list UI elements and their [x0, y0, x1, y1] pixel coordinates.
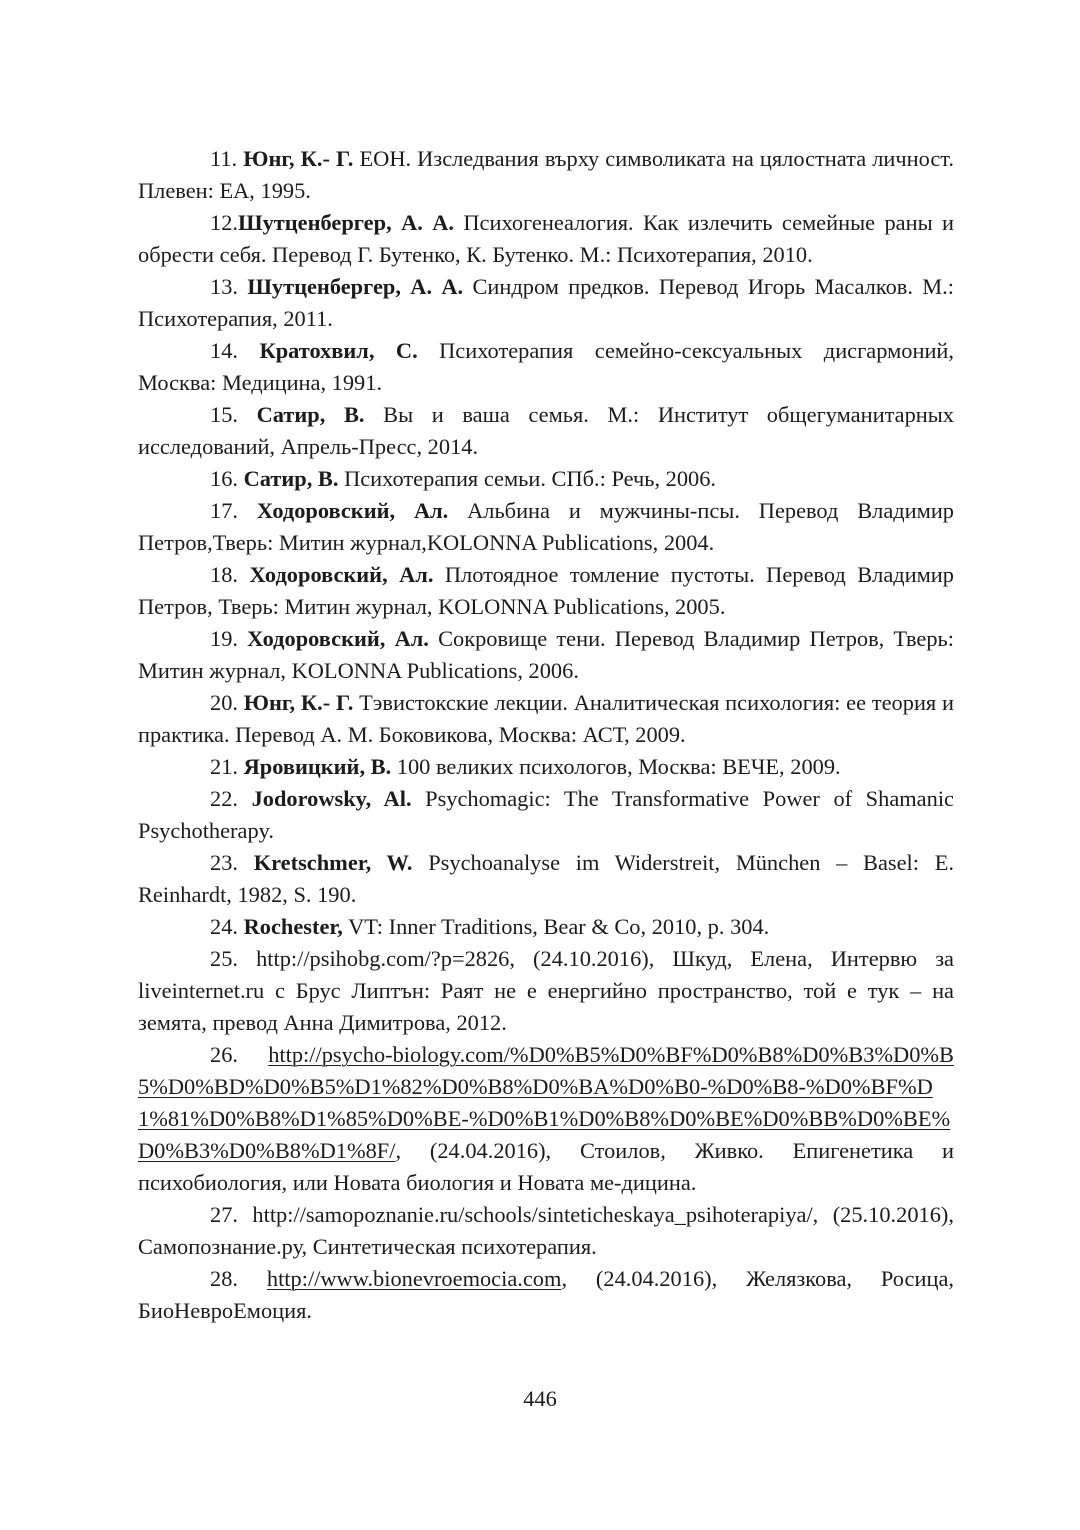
page-number: 446 [523, 1386, 557, 1411]
reference-text: Плотоядное томление пустоты. Перевод Владимир Петров, Тверь: Митин журнал, KOLONNA Publications, 2005. [138, 562, 954, 619]
reference-author: Ходоровский, Ал. [256, 498, 449, 523]
reference-text: Вы и ваша семья. М.: Институт общегуманитарных исследований, Апрель-Пресс, 2014. [138, 402, 954, 459]
reference-number: 16. [210, 466, 244, 491]
reference-20 [138, 687, 954, 751]
reference-author: Юнг, К.- Г. [243, 146, 354, 171]
reference-number: 28. [210, 1266, 267, 1291]
reference-11 [138, 143, 954, 207]
reference-list [138, 143, 954, 1327]
reference-author: Jodorowsky, Al. [251, 786, 412, 811]
reference-text: Сокровище тени. Перевод Владимир Петров, Тверь: Митин журнал, KOLONNA Publications, 2006. [138, 626, 954, 683]
reference-number: 25. [210, 946, 257, 971]
reference-number: 22. [210, 786, 252, 811]
reference-text: http://psihobg.com/?p=2826, (24.10.2016), Шкуд, Елена, Интервю за liveinternet.ru с Брус Липтън: Раят не е енергийно пространство, той е тук – на земята, превод Анна Димитрова, 2012. [138, 946, 954, 1035]
reference-number: 14. [210, 338, 260, 363]
reference-26 [138, 1039, 954, 1199]
reference-author: Шутценбергер, А. А. [247, 274, 464, 299]
reference-text: Психогенеалогия. Как излечить семейные раны и обрести себя. Перевод Г. Бутенко, К. Бутенко. М.: Психотерапия, 2010. [138, 210, 954, 267]
reference-text: Психотерапия семьи. СПб.: Речь, 2006. [338, 466, 717, 491]
reference-author: Сатир, В. [256, 402, 365, 427]
reference-number: 27. [210, 1202, 253, 1227]
reference-author: Сатир, В. [243, 466, 339, 491]
reference-author: Кратохвил, С. [259, 338, 418, 363]
reference-23 [138, 847, 954, 911]
reference-text: Psychomagic: The Transformative Power of Shamanic Psychotherapy. [138, 786, 954, 843]
reference-text: Психотерапия семейно-сексуальных дисгармоний, Москва: Медицина, 1991. [138, 338, 955, 395]
reference-16 [138, 463, 954, 495]
reference-17 [138, 495, 954, 559]
reference-text: , (24.04.2016), Стоилов, Живко. Епигенетика и психобиология, или Новата биология и Новата ме-дицина. [138, 1138, 954, 1195]
reference-14 [138, 335, 954, 399]
reference-number: 18. [210, 562, 250, 587]
reference-number: 12. [210, 210, 238, 235]
reference-author: Ходоровский, Ал. [249, 562, 434, 587]
reference-number: 11. [210, 146, 244, 171]
reference-19 [138, 623, 954, 687]
reference-27 [138, 1199, 954, 1263]
reference-text: Альбина и мужчины-псы. Перевод Владимир Петров,Тверь: Митин журнал,KOLONNA Publications, 2004. [138, 498, 954, 555]
reference-number: 20. [210, 690, 244, 715]
reference-18 [138, 559, 954, 623]
reference-link[interactable]: http://psycho-biology.com/%D0%B5%D0%BF%D0%B8%D0%B3%D0%B5%D0%BD%D0%B5%D1%82%D0%B8%D0%BA%D0%B0-%D0%B8-%D0%BF%D1%81%D0%B8%D1%85%D0%BE-%D0%B1%D0%B8%D0%BE%D0%BB%D0%BE%D0%B3%D0%B8%D1%8F/ [138, 1042, 954, 1163]
reference-number: 17. [210, 498, 257, 523]
reference-author: Шутценбергер, А. А. [238, 210, 454, 235]
reference-text: VT: Inner Traditions, Bear & Co, 2010, p. 304. [342, 914, 770, 939]
reference-22 [138, 783, 954, 847]
reference-author: Яровицкий, В. [243, 754, 392, 779]
reference-link[interactable]: http://www.bionevroemocia.com [266, 1266, 562, 1291]
reference-text: http://samopoznanie.ru/schools/sinteticheskaya_psihoterapiya/, (25.10.2016), Самопознание.ру, Синтетическая психотерапия. [138, 1202, 954, 1259]
reference-number: 19. [210, 626, 248, 651]
reference-text: Psychoanalyse im Widerstreit, München – Basel: E. Reinhardt, 1982, S. 190. [138, 850, 954, 907]
reference-author: Kretschmer, W. [253, 850, 413, 875]
reference-24 [138, 911, 954, 943]
reference-21 [138, 751, 954, 783]
reference-12 [138, 207, 954, 271]
reference-number: 15. [210, 402, 257, 427]
reference-number: 26. [210, 1042, 269, 1067]
reference-25 [138, 943, 954, 1039]
reference-text: , (24.04.2016), Желязкова, Росица, БиоНевроЕмоция. [138, 1266, 954, 1323]
reference-text: Синдром предков. Перевод Игорь Масалков. М.: Психотерапия, 2011. [138, 274, 954, 331]
reference-15 [138, 399, 954, 463]
reference-number: 23. [210, 850, 254, 875]
reference-number: 21. [210, 754, 244, 779]
reference-text: ЕОН. Изследвания върху символиката на цялостната личност. Плевен: ЕА, 1995. [138, 146, 955, 203]
reference-author: Ходоровский, Ал. [247, 626, 429, 651]
reference-number: 24. [210, 914, 244, 939]
reference-number: 13. [210, 274, 248, 299]
reference-author: Rochester, [243, 914, 343, 939]
reference-author: Юнг, К.- Г. [243, 690, 354, 715]
reference-28 [138, 1263, 954, 1327]
reference-text: Тэвистокские лекции. Аналитическая психология: ее теория и практика. Перевод А. М. Боковикова, Москва: АСТ, 2009. [138, 690, 954, 747]
reference-13 [138, 271, 954, 335]
reference-text: 100 великих психологов, Москва: ВЕЧЕ, 2009. [391, 754, 841, 779]
